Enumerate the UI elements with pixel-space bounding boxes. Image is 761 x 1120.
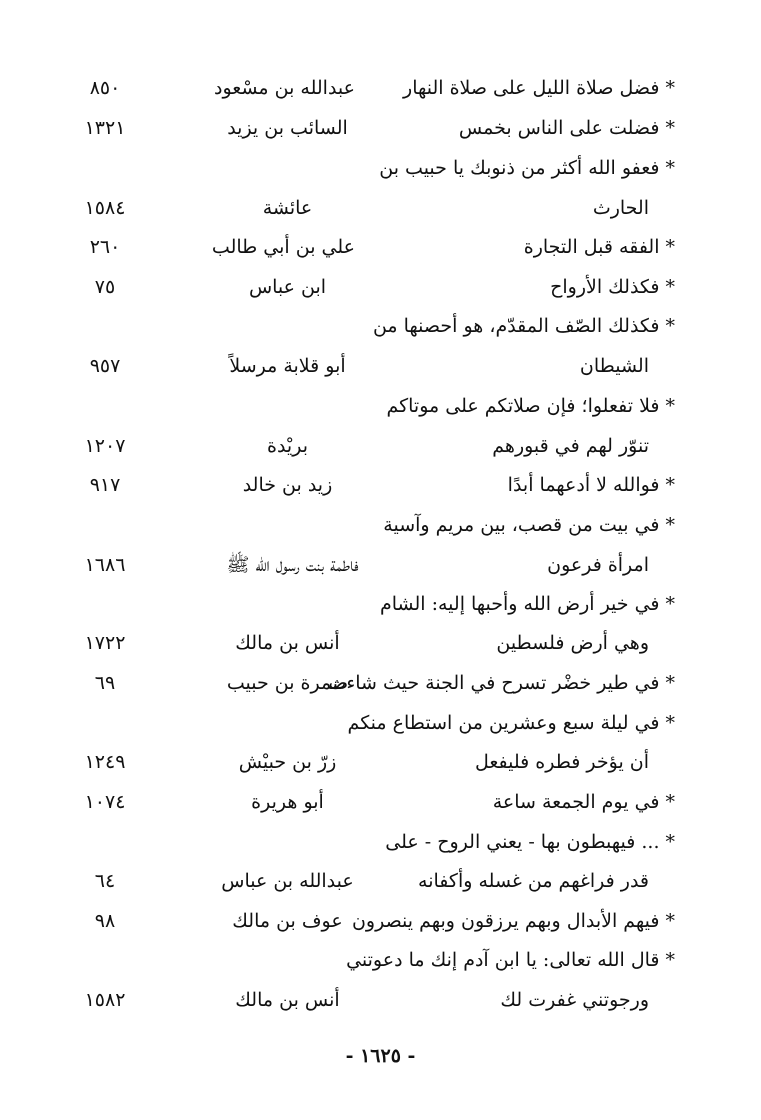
entry-title [380, 587, 675, 621]
entry-title [383, 508, 675, 542]
entry-title-continuation: تنوّر لهم في قبورهم [492, 435, 649, 457]
entry-number: ١٦٨٦ [84, 554, 126, 576]
entry-title-text: فكذلك الأرواح [550, 276, 660, 298]
entry-row [0, 230, 761, 264]
entry-title-continuation: الشيطان [579, 355, 649, 377]
entry-row [0, 983, 761, 1017]
entry-narrator: عبدالله بن مسْعود [214, 77, 355, 99]
entry-narrator: أبو هريرة [251, 791, 324, 813]
bullet-star-icon: * [665, 276, 675, 298]
entry-title-text: فلا تفعلوا؛ فإن صلاتكم على موتاكم [386, 395, 660, 417]
entry-title-continuation: امرأة فرعون [547, 554, 649, 576]
entry-title-text: قال الله تعالى: يا ابن آدم إنك ما دعوتني [346, 949, 660, 971]
entry-number: ٩٨ [94, 910, 116, 932]
entry-row [0, 587, 761, 621]
entry-title [386, 389, 675, 423]
entry-row [0, 626, 761, 660]
entry-title-text: في ليلة سبع وعشرين من استطاع منكم [347, 712, 660, 734]
bullet-star-icon: * [665, 315, 675, 337]
entry-title-text: فعفو الله أكثر من ذنوبك يا حبيب بن [379, 157, 660, 179]
entry-title-continuation: ورجوتني غفرت لك [500, 989, 649, 1011]
entry-narrator: زرّ بن حبيْش [238, 751, 337, 773]
entry-narrator: ابن عباس [248, 276, 327, 298]
entry-title-text: ... فيهبطون بها - يعني الروح - على [385, 831, 660, 853]
bullet-star-icon: * [665, 236, 675, 258]
entry-title [352, 904, 675, 938]
entry-number: ٩٥٧ [89, 355, 121, 377]
entry-row [0, 508, 761, 542]
entry-title-continuation: الحارث [592, 197, 649, 219]
entry-narrator: أنس بن مالك [235, 989, 340, 1011]
bullet-star-icon: * [665, 672, 675, 694]
entry-title [385, 825, 675, 859]
entry-narrator: عبدالله بن عباس [221, 870, 354, 892]
entry-title [524, 230, 675, 264]
entry-number: ١٥٨٢ [84, 989, 126, 1011]
entry-row [0, 389, 761, 423]
entry-narrator: بريْدة [267, 435, 308, 457]
entry-number: ١٠٧٤ [84, 791, 126, 813]
bullet-star-icon: * [665, 593, 675, 615]
entry-narrator: السائب بن يزيد [227, 117, 348, 139]
entry-title-continuation: أن يؤخر فطره فليفعل [474, 751, 649, 773]
entry-row [0, 429, 761, 463]
entry-narrator: ضمرة بن حبيب [226, 672, 349, 694]
entry-number: ١٥٨٤ [84, 197, 126, 219]
entry-title [403, 71, 675, 105]
entry-title [379, 151, 675, 185]
entry-title-text: فضل صلاة الليل على صلاة النهار [403, 77, 660, 99]
page-number: - ١٦٢٥ - [345, 1045, 416, 1067]
entry-number: ٧٥ [94, 276, 116, 298]
entry-title-text: في يوم الجمعة ساعة [492, 791, 660, 813]
entry-row [0, 706, 761, 740]
entry-number: ١٧٢٢ [84, 632, 126, 654]
entry-title-text: في طير خضْر تسرح في الجنة حيث شاءت [328, 672, 660, 694]
entry-title-text: فيهم الأبدال وبهم يرزقون وبهم ينصرون [351, 910, 660, 932]
entry-narrator: عائشة [262, 197, 313, 219]
entry-row [0, 151, 761, 185]
entry-narrator: فاطمة بنت رسول الله ﷺ [226, 554, 359, 576]
entry-number: ٦٩ [94, 672, 116, 694]
entry-row [0, 825, 761, 859]
entry-row [0, 785, 761, 819]
entry-title-text: فكذلك الصّف المقدّم، هو أحصنها من [372, 315, 660, 337]
bullet-star-icon: * [665, 157, 675, 179]
entry-row [0, 548, 761, 582]
bullet-star-icon: * [665, 395, 675, 417]
entry-narrator: أبو قلابة مرسلاً [229, 355, 346, 377]
entry-title [508, 468, 675, 502]
entry-row [0, 943, 761, 977]
bullet-star-icon: * [665, 831, 675, 853]
entry-row [0, 191, 761, 225]
entry-number: ١٢٠٧ [84, 435, 126, 457]
entry-narrator: علي بن أبي طالب [211, 236, 355, 258]
entry-title-continuation: قدر فراغهم من غسله وأكفانه [418, 870, 649, 892]
entry-row [0, 468, 761, 502]
entry-title-text: في خير أرض الله وأحبها إليه: الشام [379, 593, 660, 615]
entry-title [328, 666, 675, 700]
entry-number: ١٢٤٩ [84, 751, 126, 773]
entry-title [459, 111, 675, 145]
entry-row [0, 349, 761, 383]
entry-title [550, 270, 675, 304]
entry-narrator: زيد بن خالد [242, 474, 333, 496]
entry-title [348, 706, 675, 740]
entry-title-text: الفقه قبل التجارة [523, 236, 660, 258]
entry-row [0, 111, 761, 145]
entry-title-continuation: وهي أرض فلسطين [496, 632, 649, 654]
entry-number: ٢٦٠ [89, 236, 121, 258]
bullet-star-icon: * [665, 77, 675, 99]
entry-row [0, 309, 761, 343]
entry-title [346, 943, 675, 977]
entry-number: ٦٤ [94, 870, 116, 892]
entry-row [0, 745, 761, 779]
entry-row [0, 904, 761, 938]
entry-title-text: فوالله لا أدعهما أبدًا [507, 474, 660, 496]
entry-narrator: عوف بن مالك [232, 910, 343, 932]
entry-row [0, 270, 761, 304]
entry-number: ١٣٢١ [84, 117, 126, 139]
bullet-star-icon: * [665, 514, 675, 536]
entry-row [0, 864, 761, 898]
bullet-star-icon: * [665, 910, 675, 932]
entry-row [0, 666, 761, 700]
bullet-star-icon: * [665, 474, 675, 496]
entry-title [493, 785, 675, 819]
entry-row [0, 71, 761, 105]
bullet-star-icon: * [665, 791, 675, 813]
entry-narrator: أنس بن مالك [235, 632, 340, 654]
entry-title-text: في بيت من قصب، بين مريم وآسية [383, 514, 660, 536]
entry-title [373, 309, 675, 343]
entry-number: ٨٥٠ [89, 77, 121, 99]
entry-number: ٩١٧ [89, 474, 121, 496]
entry-title-text: فضلت على الناس بخمس [458, 117, 660, 139]
bullet-star-icon: * [665, 117, 675, 139]
bullet-star-icon: * [665, 712, 675, 734]
bullet-star-icon: * [665, 949, 675, 971]
